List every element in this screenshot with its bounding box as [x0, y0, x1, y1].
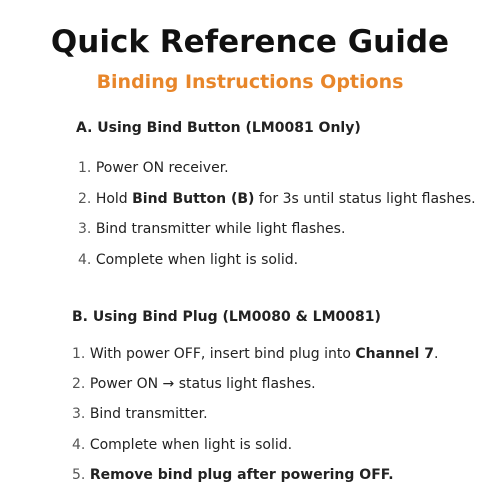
- section-b-heading: B. Using Bind Plug (LM0080 & LM0081): [72, 309, 381, 325]
- step-text: Complete when light is solid.: [95, 252, 299, 268]
- section-b-step-1: [72, 346, 438, 362]
- step-number: 1.: [72, 346, 86, 362]
- step-number: 2.: [72, 376, 86, 392]
- step-bold-text: Channel 7: [355, 346, 434, 362]
- step-text: Power ON → status light flashes.: [89, 376, 316, 392]
- section-b-step-3: [72, 406, 208, 422]
- step-bold-text: Remove bind plug after powering OFF.: [89, 467, 394, 483]
- section-a-step-1: [78, 160, 229, 176]
- section-a-heading: A. Using Bind Button (LM0081 Only): [76, 120, 361, 136]
- page-subtitle: Binding Instructions Options: [96, 71, 404, 93]
- step-number: 1.: [78, 160, 92, 176]
- step-text: Complete when light is solid.: [89, 437, 293, 453]
- step-text-after: .: [433, 346, 439, 362]
- step-text: With power OFF, insert bind plug into: [89, 346, 356, 362]
- step-number: 5.: [72, 467, 86, 483]
- step-text: Bind transmitter.: [89, 406, 208, 422]
- section-a-step-3: [78, 221, 345, 237]
- section-b-step-4: [72, 437, 292, 453]
- step-text: Bind transmitter while light flashes.: [95, 221, 346, 237]
- section-a-step-2: [78, 191, 476, 207]
- step-bold-text: Bind Button (B): [132, 191, 255, 207]
- step-number: 3.: [72, 406, 86, 422]
- step-number: 4.: [72, 437, 86, 453]
- section-b-step-2: [72, 376, 316, 392]
- step-text: Hold: [95, 191, 133, 207]
- step-number: 3.: [78, 221, 92, 237]
- step-number: 4.: [78, 252, 92, 268]
- page-title: Quick Reference Guide: [50, 24, 450, 60]
- section-b-step-5: [72, 467, 394, 483]
- section-a-step-4: [78, 252, 298, 268]
- step-text: Power ON receiver.: [95, 160, 229, 176]
- step-number: 2.: [78, 191, 92, 207]
- step-text-after: for 3s until status light flashes.: [254, 191, 476, 207]
